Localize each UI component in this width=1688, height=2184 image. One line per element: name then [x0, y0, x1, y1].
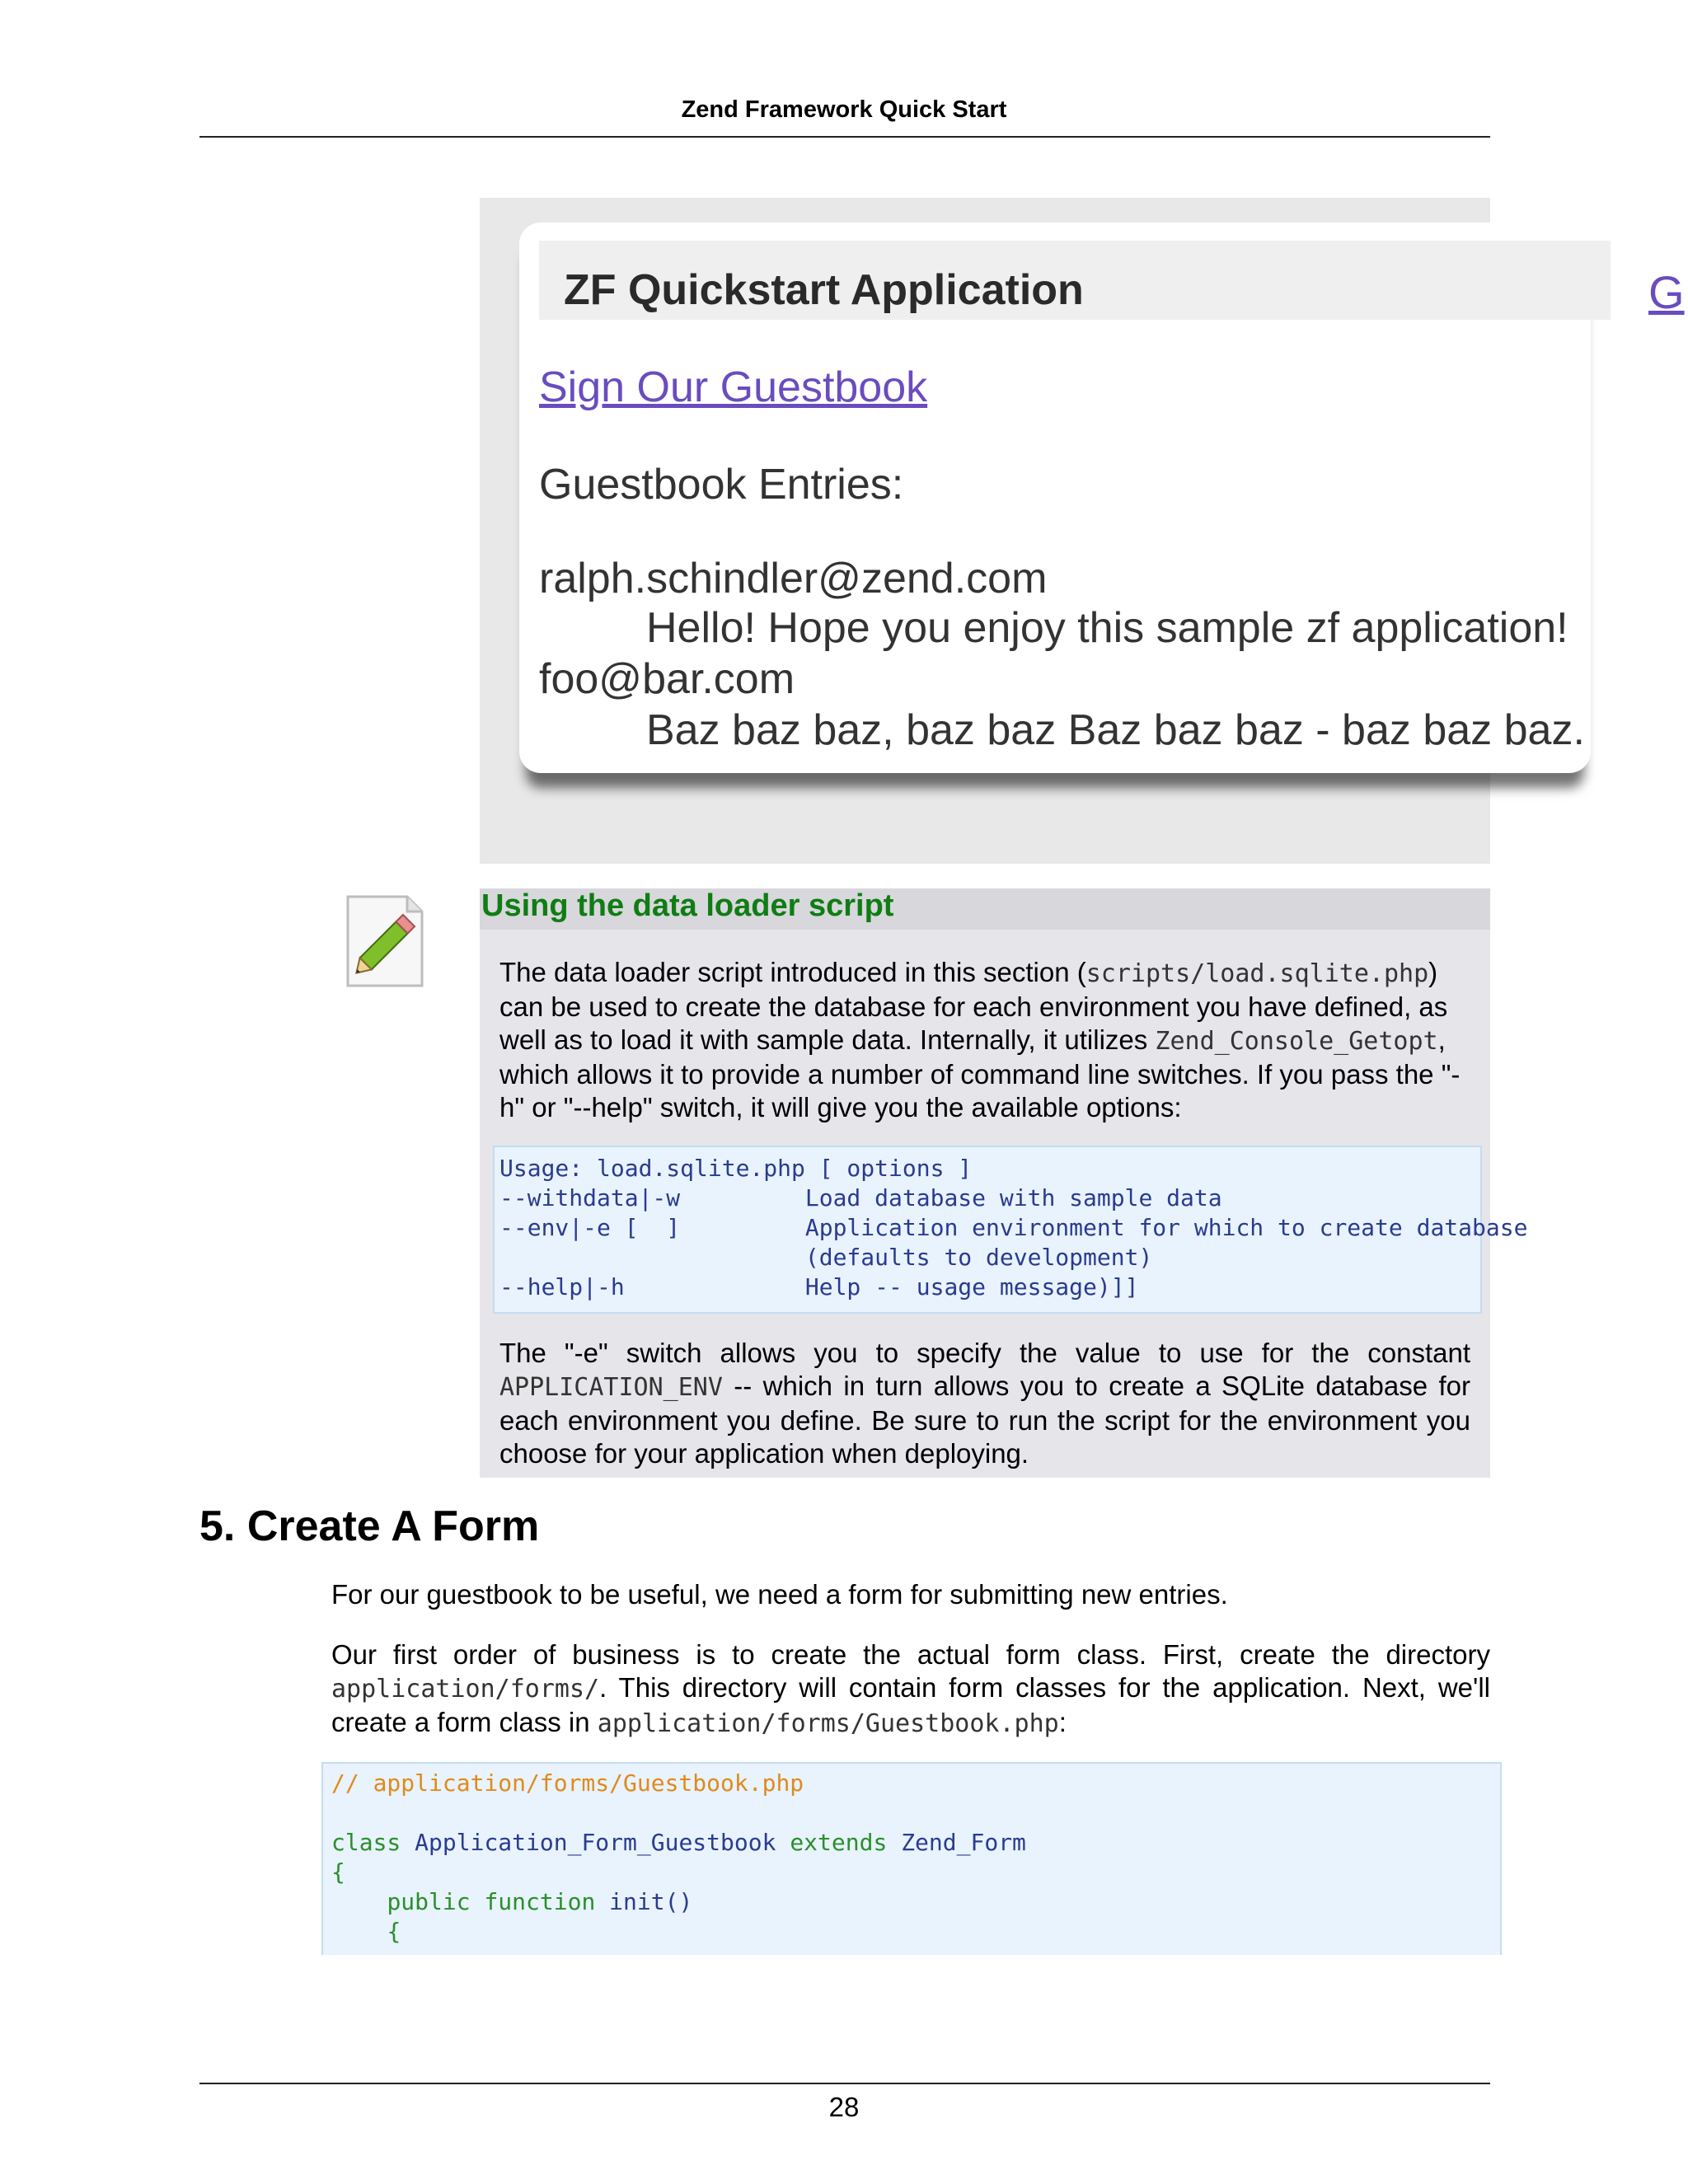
footer-rule — [199, 2083, 1490, 2084]
inline-code: APPLICATION_ENV — [499, 1373, 723, 1402]
page-number: 28 — [828, 2092, 860, 2122]
app-title: ZF Quickstart Application — [564, 266, 1084, 314]
note-paragraph: The data loader script introduced in this section (scripts/load.sqlite.php) can be used to create the database for each environment you have defined, as well as to load it with sample data. Internally, it utilizes Zend_Console_Getopt, which allows it to provide a number of command line switches. If you pass the "-h" or "--help" switch, it will give you the available options: — [499, 957, 1461, 1122]
inline-code: Zend_Console_Getopt — [1155, 1027, 1438, 1056]
body-paragraph: For our guestbook to be useful, we need a form for submitting new entries. — [331, 1579, 1228, 1610]
section-heading: 5. Create A Form — [199, 1502, 540, 1550]
entry-message: Hello! Hope you enjoy this sample zf application! — [646, 604, 1568, 652]
app-window — [519, 223, 1685, 773]
inline-code: application/forms/ — [331, 1675, 600, 1704]
inline-code: application/forms/Guestbook.php — [597, 1709, 1059, 1738]
running-header: Zend Framework Quick Start — [681, 96, 1007, 123]
php-code-text: // application/forms/Guestbook.php class Application_Form_Guestbook extends Zend_Form { public function init() { — [331, 1769, 1026, 1945]
app-nav-link[interactable]: G — [1648, 266, 1685, 318]
entry-message: Baz baz baz, baz baz Baz baz baz - baz baz baz. — [646, 706, 1585, 754]
app-screenshot-figure — [480, 198, 1685, 864]
app-titlebar — [539, 241, 1611, 320]
note-paragraph: The "-e" switch allows you to specify the value to use for the constant APPLICATION_ENV -- which in turn allows you to create a SQLite database for each environment you define. Be sure to run the script for the environment you choose for your application when deploying. — [499, 1338, 1470, 1469]
inline-code: scripts/load.sqlite.php — [1085, 959, 1429, 988]
entry-email: foo@bar.com — [539, 655, 795, 703]
guestbook-entries-heading: Guestbook Entries: — [539, 461, 904, 509]
sign-guestbook-link[interactable]: Sign Our Guestbook — [539, 363, 928, 411]
header-rule — [199, 136, 1490, 138]
entry-email: ralph.schindler@zend.com — [539, 555, 1048, 602]
note-title: Using the data loader script — [481, 888, 894, 923]
body-paragraph: Our first order of business is to create the actual form class. First, create the directory application/forms/. This directory will contain form classes for the application. Next, we'll create a form class in application/forms/Guestbook.php: — [331, 1639, 1490, 1738]
note-pencil-icon — [340, 893, 425, 991]
usage-code-text: Usage: load.sqlite.php [ options ] --withdata|-w Load database with sample data --env|-e [ ] Application environment for which to create database (defaults to development) --help|-h Help -- usage message)]] — [499, 1155, 1528, 1301]
